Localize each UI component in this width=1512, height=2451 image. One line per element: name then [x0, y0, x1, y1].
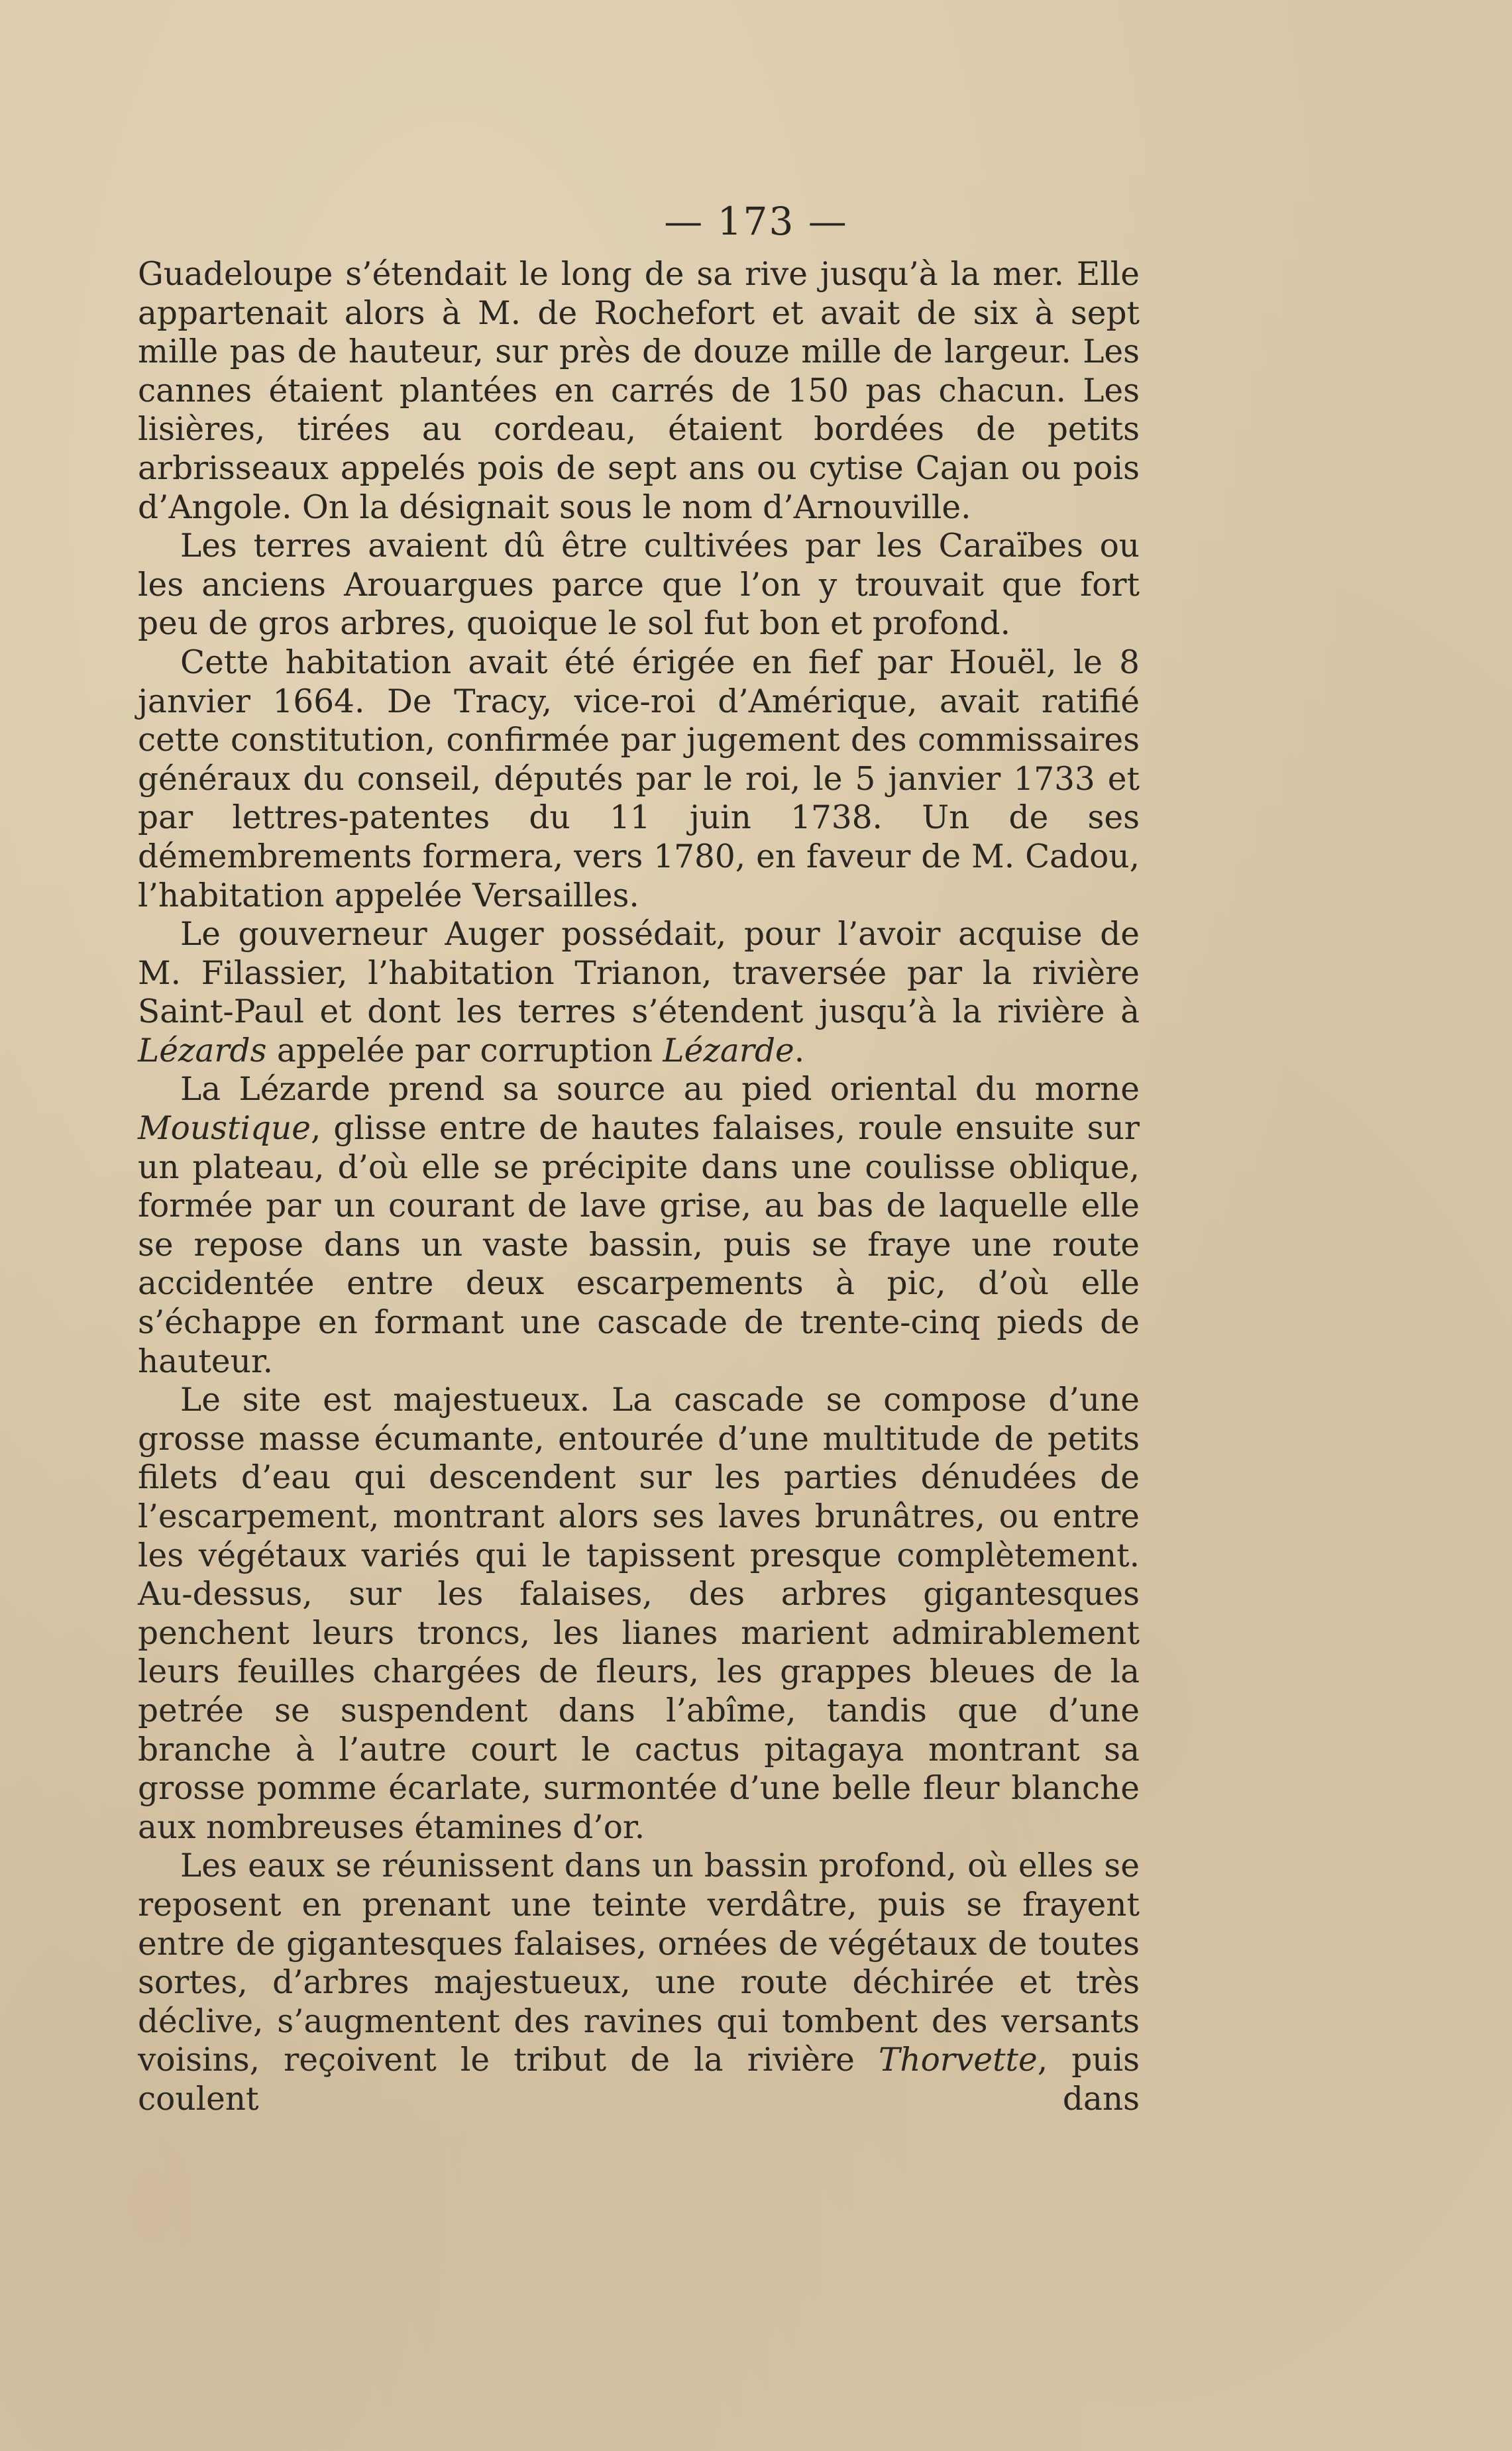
paragraph-text: appelée par corruption [266, 1032, 663, 1069]
paragraph-text: Les terres avaient dû être cultivées par les Caraïbes ou les anciens Arouargues parce que l’on y trouvait que fort peu de gros arbres, quoique le sol fut bon et profond. [138, 527, 1140, 643]
italic-term: Lézards [138, 1032, 267, 1069]
paragraph-3 [138, 643, 1140, 915]
paragraph-text: , puis coulent dans [138, 2042, 1140, 2118]
paragraph-6 [138, 1381, 1140, 1847]
page-number: — 173 — [664, 199, 848, 244]
paragraph-text: La Lézarde prend sa source au pied oriental du morne [180, 1071, 1140, 1109]
paragraph-7 [138, 1847, 1140, 2118]
paragraph-text: Le site est majestueux. La cascade se compose d’une grosse masse écumante, entourée d’une multitude de petits filets d’eau qui descendent sur les parties dénudées de l’escarpement, montrant alors ses laves brunâtres, ou entre les végétaux variés qui le tapissent presque complètement. Au-dessus, sur les falaises, des arbres gigantesques penchent leurs troncs, les lianes marient admirablement leurs feuilles chargées de fleurs, les grappes bleues de la petrée se suspendent dans l’abîme, tandis que d’une branche à l’autre court le cactus pitagaya montrant sa grosse pomme écarlate, surmontée d’une belle fleur blanche aux nombreuses étamines d’or. [138, 1382, 1140, 1846]
body-text [138, 255, 1140, 2119]
paragraph-text: . [794, 1032, 805, 1069]
paragraph-2 [138, 527, 1140, 643]
paragraph-4 [138, 915, 1140, 1070]
italic-term: Moustique [138, 1110, 311, 1148]
italic-term: Thorvette [879, 2042, 1038, 2079]
paragraph-1 [138, 255, 1140, 527]
italic-term: Lézarde [663, 1032, 794, 1069]
paragraph-text: Guadeloupe s’étendait le long de sa rive jusqu’à la mer. Elle appartenait alors à M. de Rochefort et avait de six à sept mille pas de hauteur, sur près de douze mille de largeur. Les cannes étaient plantées en carrés de 150 pas chacun. Les lisières, tirées au cordeau, étaient bordées de petits arbrisseaux appelés pois de sept ans ou cytise Cajan ou pois d’Angole. On la désignait sous le nom d’Arnouville. [138, 256, 1140, 526]
paragraph-5 [138, 1070, 1140, 1381]
paragraph-text: , glisse entre de hautes falaises, roule ensuite sur un plateau, d’où elle se précipite dans une coulisse oblique, formée par un courant de lave grise, au bas de laquelle elle se repose dans un vaste bassin, puis se fraye une route accidentée entre deux escarpements à pic, d’où elle s’échappe en formant une cascade de trente-cinq pieds de hauteur. [138, 1110, 1140, 1380]
paragraph-text: Le gouverneur Auger possédait, pour l’avoir acquise de M. Filassier, l’habitation Trianon, traversée par la rivière Saint-Paul et dont les terres s’étendent jusqu’à la rivière à [138, 916, 1140, 1031]
paragraph-text: Les eaux se réunissent dans un bassin profond, où elles se reposent en prenant une teinte verdâtre, puis se frayent entre de gigantesques falaises, ornées de végétaux de toutes sortes, d’arbres majestueux, une route déchirée et très déclive, s’augmentent des ravines qui tombent des versants voisins, reçoivent le tribut de la rivière [138, 1847, 1140, 2079]
paragraph-text: Cette habitation avait été érigée en fief par Houël, le 8 janvier 1664. De Tracy, vice-roi d’Amérique, avait ratifié cette constitution, confirmée par jugement des commissaires généraux du conseil, députés par le roi, le 5 janvier 1733 et par lettres-patentes du 11 juin 1738. Un de ses démembrements formera, vers 1780, en faveur de M. Cadou, l’habitation appelée Versailles. [138, 643, 1140, 914]
